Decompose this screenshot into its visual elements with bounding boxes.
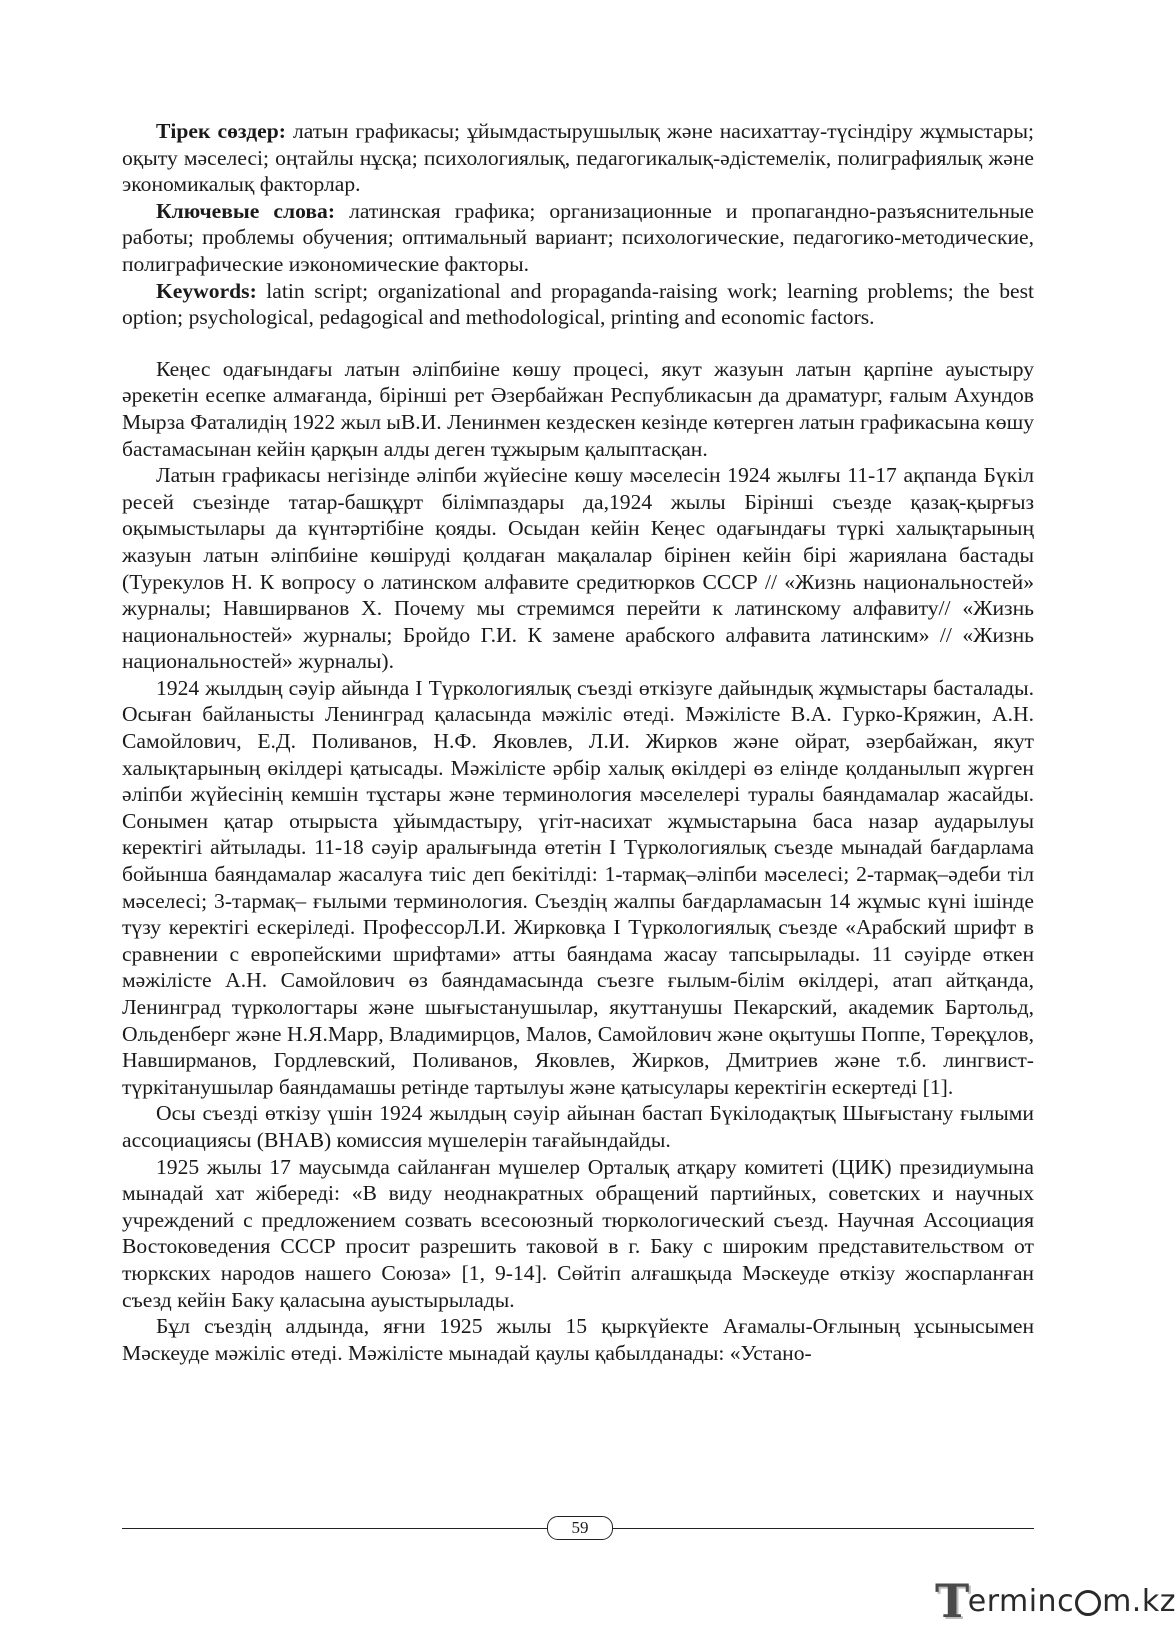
- o-ring-icon: [1075, 1590, 1101, 1616]
- body-paragraph-5: 1925 жылы 17 маусымда сайланған мүшелер Орталық атқару комитеті (ЦИК) президиумына мынадай хат жібереді: «В виду неоднакратных обращений партийных, советских и научных учреждений с предложением созвать всесоюзный тюркологический съезд. Научная Ассоциация Востоковедения СССР просит разрешить таковой в г. Баку с широким представительством от тюркских народов нашего Союза» [1, 9-14]. Сөйтіп алғашқыда Мәскеуде өткізу жоспарланған съезд кейін Баку қаласына ауыстырылады.: [122, 1154, 1034, 1312]
- body-paragraph-2: Латын графикасы негізінде әліпби жүйесіне көшу мәселесін 1924 жылғы 11-17 ақпанда Бүкіл ресей съезінде татар-башқұрт білімпаздары да,1924 жылы Бірінші съезде қазақ-қырғыз оқымыстылары да күнтәртібіне қояды. Осыдан кейін Кеңес одағындағы түркі халықтарының жазуын латын әліпбиіне көшіруді қолдаған мақалалар бірінен кейін бірі жариялана бастады (Турекулов Н. К вопросу о латинском алфавите средитюрков СССР // «Жизнь национальностей» журналы; Навширванов Х. Почему мы стремимся перейти к латинскому алфавиту// «Жизнь национальностей» журналы; Бройдо Г.И. К замене арабского алфавита латинским» // «Жизнь национальностей» журналы).: [122, 463, 1034, 674]
- footer-rule-left: [122, 1528, 547, 1529]
- footer-rule-right: [613, 1528, 1034, 1529]
- keywords-kz: [122, 118, 1034, 198]
- page-content: [122, 118, 1034, 1366]
- body-paragraph-4: Осы съезді өткізу үшін 1924 жылдың сәуір айынан бастап Бүкілодақтық Шығыстану ғылыми ассоциациясы (ВНАВ) комиссия мүшелерін тағайындайды.: [122, 1101, 1034, 1152]
- body-paragraph-3: 1924 жылдың сәуір айында I Түркологиялық съезді өткізуге дайындық жұмыстары басталады. Осыған байланысты Ленинград қаласында мәжіліс өтеді. Мәжілісте В.А. Гурко-Кряжин, А.Н. Самойлович, Е.Д. Поливанов, Н.Ф. Яковлев, Л.И. Жирков және ойрат, әзербайжан, якут халықтарының өкілдері қатысады. Мәжілісте әрбір халық өкілдері өз елінде қолданылып жүрген әліпби жүйесінің кемшін тұстары және терминология мәселелері туралы баяндамалар жасайды. Сонымен қатар отырыста ұйымдастыру, үгіт-насихат жұмыстарына баса назар аударылуы керектігі айтылады. 11-18 сәуір аралығында өтетін I Түркологиялық съезде мынадай бағдарлама бойынша баяндамалар жасалуға тиіс деп бекітілді: 1-тармақ–әліпби мәселесі; 2-тармақ–әдеби тіл мәселесі; 3-тармақ– ғылыми терминология. Съездің жалпы бағдарламасын 14 жұмыс күні ішінде түзу керектігі ескеріледі. ПрофессорЛ.И. Жирковқа I Түркологиялық съезде «Арабский шрифт в сравнении с европейскими шрифтами» атты баяндама жасау тапсырылады. 11 сәуірде өткен мәжілісте А.Н. Самойлович өз баяндамасында съезге ғылым-білім өкілдері, атап айтқанда, Ленинград түркологтары және шығыстанушылар, якуттанушы Пекарский, академик Бартольд, Ольденберг және Н.Я.Марр, Владимирцов, Малов, Самойлович және оқытушы Поппе, Төреқұлов, Навширманов, Гордлевский, Поливанов, Яковлев, Жирков, Дмитриев және т.б. лингвист-түркітанушылар баяндамашы ретінде тартылуы және қатысулары керектігін ескертеді [1].: [122, 675, 1034, 1099]
- keywords-block: [122, 118, 1034, 331]
- watermark-text-2: m.kz: [1102, 1583, 1176, 1619]
- watermark-t: T: [935, 1574, 970, 1628]
- keywords-en-label: Keywords:: [156, 278, 257, 303]
- keywords-ru-label: Ключевые слова:: [156, 198, 336, 223]
- keywords-kz-text: латын графикасы; ұйымдастырушылық және насихаттау-түсіндіру жұмыстары; оқыту мәселесі; оңтайлы нұсқа; психологиялық, педагогикалық-әдістемелік, полиграфиялық және экономикалық факторлар.: [122, 119, 1034, 197]
- keywords-ru-text: латинская графика; организационные и пропагандно-разъяснительные работы; проблемы обучения; оптимальный вариант; психологические, педагогико-методические, полиграфические иэкономические факторы.: [122, 198, 1034, 276]
- watermark-logo: [935, 1574, 1176, 1628]
- keywords-kz-label: Тірек сөздер:: [156, 119, 286, 143]
- keywords-en: [122, 278, 1034, 331]
- body-paragraph-1: Кеңес одағындағы латын әліпбиіне көшу процесі, якут жазуын латын қарпіне ауыстыру әрекетін есепке алмағанда, бірінші рет Әзербайжан Республикасын да драматург, ғалым Ахундов Мырза Фаталидің 1922 жыл ыВ.И. Ленинмен кездескен кезінде көтерген латын графикасына көшу бастамасынан кейін қарқын алды деген тұжырым қалыптасқан.: [122, 356, 1034, 461]
- page-number: 59: [547, 1516, 613, 1540]
- keywords-en-text: latin script; organizational and propaganda-raising work; learning problems; the best option; psychological, pedagogical and methodological, printing and economic factors.: [122, 278, 1034, 330]
- body-paragraph-6: Бұл съездің алдында, яғни 1925 жылы 15 қыркүйекте Ағамалы-Оғлының ұсынысымен Мәскеуде мәжіліс өтеді. Мәжілісте мынадай қаулы қабылданады: «Устано-: [122, 1314, 1034, 1365]
- keywords-ru: [122, 198, 1034, 278]
- watermark-text-1: erminc: [967, 1583, 1075, 1619]
